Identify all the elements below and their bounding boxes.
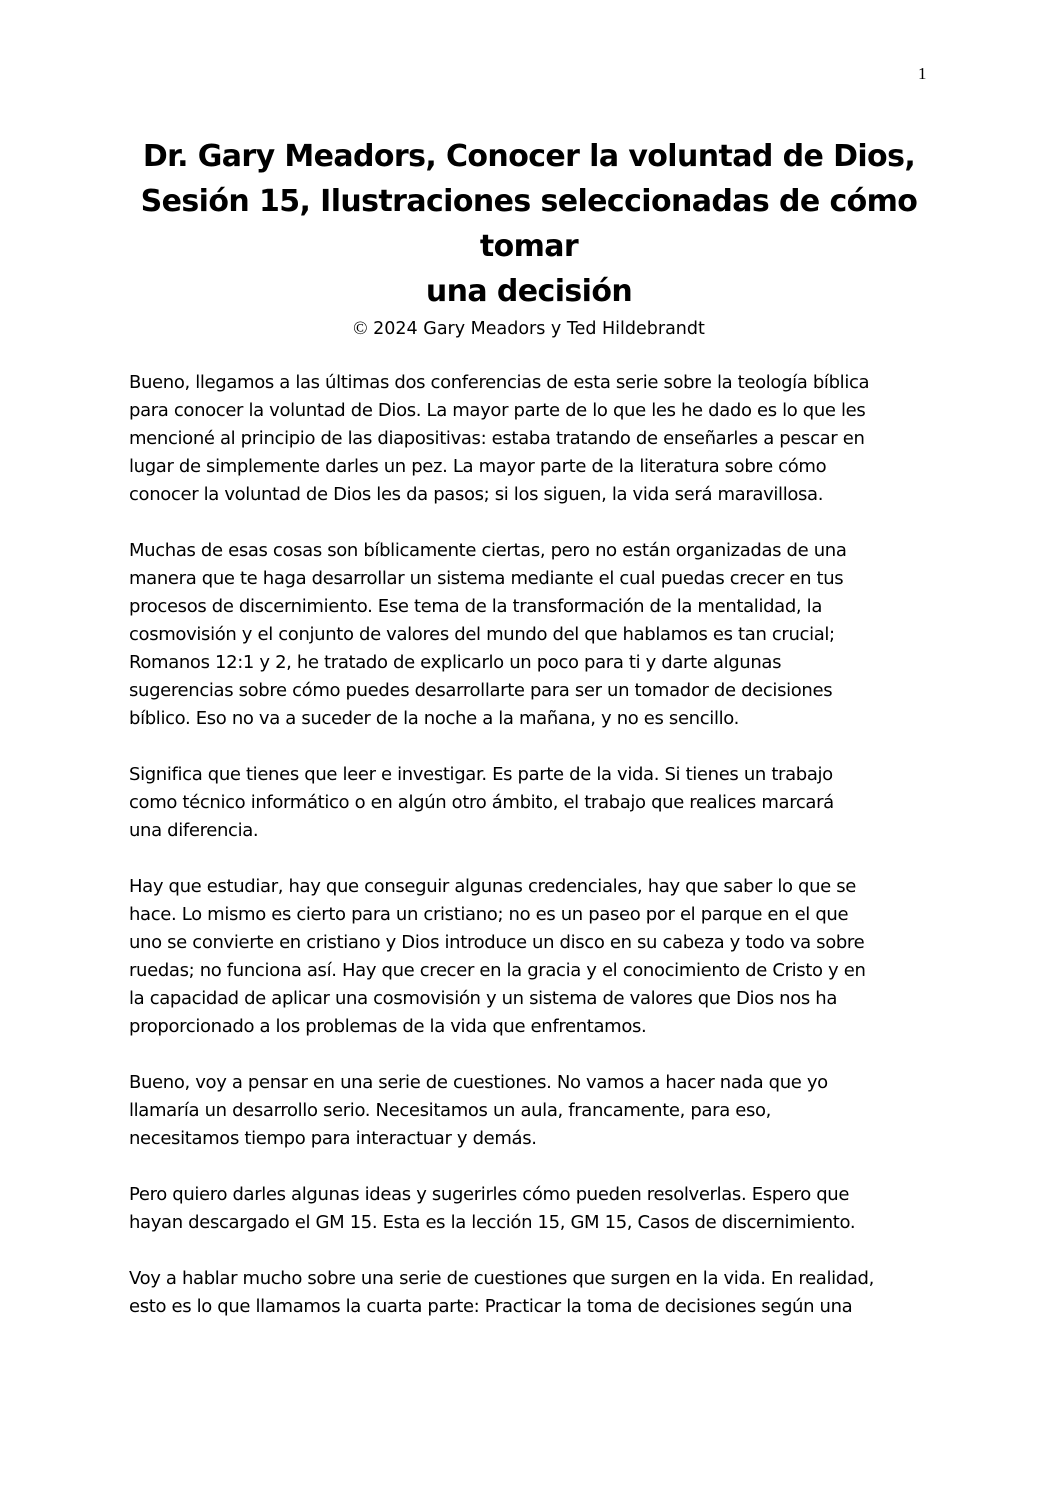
title-line: Dr. Gary Meadors, Conocer la voluntad de Dios, — [142, 139, 916, 174]
text-line: bíblico. Eso no va a suceder de la noche a la mañana, y no es sencillo. — [129, 708, 739, 729]
text-line: esto es lo que llamamos la cuarta parte: Practicar la toma de decisiones según una — [129, 1296, 853, 1317]
paragraph — [129, 1069, 949, 1153]
text-line: proporcionado a los problemas de la vida que enfrentamos. — [129, 1016, 647, 1037]
copyright-text: 2024 Gary Meadors y Ted Hildebrandt — [373, 319, 705, 339]
text-line: conocer la voluntad de Dios les da pasos; si los siguen, la vida será maravillosa. — [129, 484, 824, 505]
paragraph — [129, 873, 949, 1041]
text-line: necesitamos tiempo para interactuar y demás. — [129, 1128, 537, 1149]
paragraph — [129, 1181, 949, 1237]
text-line: uno se convierte en cristiano y Dios introduce un disco en su cabeza y todo va sobre — [129, 932, 865, 953]
title-line: tomar — [479, 229, 579, 264]
page-number: 1 — [918, 64, 927, 83]
paragraph — [129, 761, 949, 845]
title-line: Sesión 15, Ilustraciones seleccionadas de cómo — [140, 184, 918, 219]
text-line: la capacidad de aplicar una cosmovisión y un sistema de valores que Dios nos ha — [129, 988, 838, 1009]
text-line: lugar de simplemente darles un pez. La mayor parte de la literatura sobre cómo — [129, 456, 827, 477]
text-line: Romanos 12:1 y 2, he tratado de explicarlo un poco para ti y darte algunas — [129, 652, 782, 673]
document-title — [80, 134, 978, 343]
text-line: Pero quiero darles algunas ideas y sugerirles cómo pueden resolverlas. Espero que — [129, 1184, 850, 1205]
text-line: Hay que estudiar, hay que conseguir algunas credenciales, hay que saber lo que se — [129, 876, 857, 897]
text-line: Bueno, voy a pensar en una serie de cuestiones. No vamos a hacer nada que yo — [129, 1072, 828, 1093]
paragraph — [129, 537, 949, 733]
text-line: Muchas de esas cosas son bíblicamente ciertas, pero no están organizadas de una — [129, 540, 847, 561]
paragraph — [129, 369, 949, 509]
document-body — [129, 369, 949, 1349]
text-line: una diferencia. — [129, 820, 259, 841]
text-line: procesos de discernimiento. Ese tema de la transformación de la mentalidad, la — [129, 596, 822, 617]
title-line: una decisión — [425, 274, 633, 309]
paragraph — [129, 1265, 949, 1321]
text-line: Voy a hablar mucho sobre una serie de cuestiones que surgen en la vida. En realidad, — [129, 1268, 874, 1289]
text-line: hace. Lo mismo es cierto para un cristiano; no es un paseo por el parque en el que — [129, 904, 849, 925]
text-line: Bueno, llegamos a las últimas dos conferencias de esta serie sobre la teología bíblica — [129, 372, 870, 393]
text-line: Significa que tienes que leer e investigar. Es parte de la vida. Si tienes un trabajo — [129, 764, 833, 785]
text-line: llamaría un desarrollo serio. Necesitamos un aula, francamente, para eso, — [129, 1100, 772, 1121]
text-line: para conocer la voluntad de Dios. La mayor parte de lo que les he dado es lo que les — [129, 400, 866, 421]
copyright-symbol: © — [353, 318, 368, 339]
text-line: como técnico informático o en algún otro ámbito, el trabajo que realices marcará — [129, 792, 834, 813]
text-line: sugerencias sobre cómo puedes desarrollarte para ser un tomador de decisiones — [129, 680, 833, 701]
text-line: hayan descargado el GM 15. Esta es la lección 15, GM 15, Casos de discernimiento. — [129, 1212, 856, 1233]
text-line: cosmovisión y el conjunto de valores del mundo del que hablamos es tan crucial; — [129, 624, 835, 645]
text-line: manera que te haga desarrollar un sistema mediante el cual puedas crecer en tus — [129, 568, 844, 589]
copyright-line — [80, 315, 978, 343]
text-line: ruedas; no funciona así. Hay que crecer en la gracia y el conocimiento de Cristo y en — [129, 960, 866, 981]
text-line: mencioné al principio de las diapositivas: estaba tratando de enseñarles a pescar en — [129, 428, 865, 449]
